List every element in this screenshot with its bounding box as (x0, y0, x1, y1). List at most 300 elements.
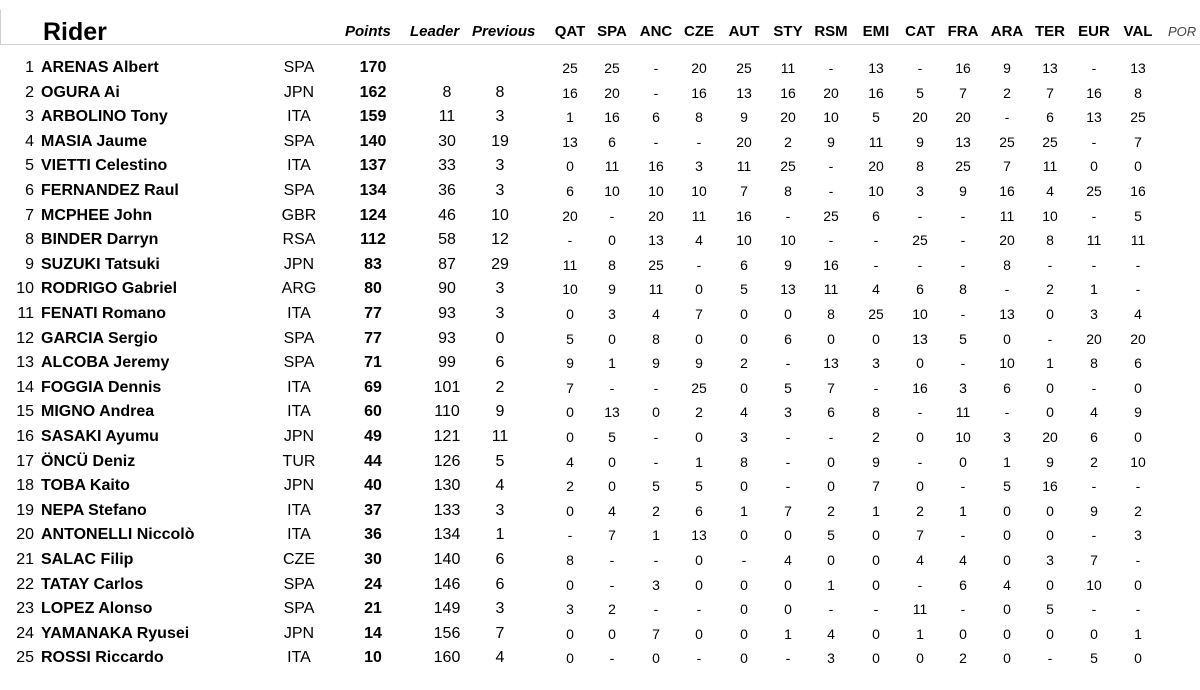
race-points-cell: 2 (1134, 502, 1142, 519)
race-points-cell: 0 (916, 650, 924, 667)
race-points-cell: 13 (999, 306, 1015, 322)
race-points-cell: 16 (999, 183, 1015, 199)
race-points-cell: - (960, 256, 966, 273)
race-points-cell: 0 (740, 478, 748, 495)
race-points-cell: - (1091, 601, 1097, 618)
race-points-cell: 20 (823, 84, 839, 101)
race-points-cell: 1 (1090, 281, 1098, 298)
race-points-cell: 20 (604, 84, 620, 101)
race-points-cell: 9 (652, 355, 660, 372)
position-cell: 16 (16, 428, 34, 445)
points-cell: 80 (364, 280, 382, 298)
nation-cell: SPA (283, 182, 315, 199)
position-cell: 17 (16, 452, 34, 470)
race-points-cell: 0 (1046, 379, 1054, 396)
race-points-cell: 9 (872, 453, 880, 470)
race-points-cell: 5 (652, 478, 660, 495)
race-points-cell: 0 (740, 625, 748, 642)
race-points-cell: 13 (868, 60, 884, 76)
race-points-cell: 1 (695, 453, 703, 470)
race-points-cell: 5 (784, 379, 792, 396)
race-points-cell: 0 (652, 650, 660, 667)
rider-name-cell: TATAY Carlos (41, 575, 144, 593)
race-points-cell: 0 (784, 601, 792, 618)
race-points-cell: - (1047, 330, 1053, 347)
race-points-cell: 0 (872, 330, 880, 347)
race-points-cell: 13 (1130, 60, 1146, 76)
race-points-cell: - (609, 379, 615, 396)
race-points-cell: 13 (955, 133, 971, 150)
race-header-aut: AUT (728, 23, 760, 40)
previous-header: Previous (472, 23, 536, 40)
race-points-cell: 20 (1086, 330, 1102, 347)
race-points-cell: 2 (784, 133, 792, 150)
race-points-cell: 3 (872, 355, 880, 372)
leader-gap-cell: 156 (433, 624, 461, 642)
race-points-cell: - (960, 232, 966, 249)
race-points-cell: - (873, 256, 879, 273)
leader-gap-cell: 90 (438, 280, 456, 298)
rider-name-cell: ARBOLINO Tony (41, 108, 168, 126)
race-points-cell: 5 (740, 281, 748, 298)
race-points-cell: 11 (1130, 232, 1146, 249)
points-cell: 36 (364, 526, 382, 544)
race-points-cell: 10 (780, 232, 796, 249)
race-points-cell: 7 (652, 625, 660, 642)
race-points-cell: 1 (652, 527, 660, 544)
race-points-cell: 20 (691, 60, 707, 76)
race-points-cell: 25 (868, 306, 884, 322)
race-points-cell: 25 (955, 158, 971, 175)
race-points-cell: 0 (740, 379, 748, 396)
race-points-cell: 5 (916, 84, 924, 101)
race-points-cell: 4 (916, 552, 924, 568)
points-cell: 21 (364, 600, 382, 618)
race-points-cell: 2 (566, 478, 574, 495)
nation-cell: SPA (283, 575, 315, 593)
race-points-cell: - (828, 158, 834, 175)
race-points-cell: 0 (827, 330, 835, 347)
race-points-cell: 20 (955, 109, 971, 126)
race-points-cell: 10 (562, 281, 578, 298)
leader-gap-cell: 140 (433, 551, 461, 568)
race-points-cell: 6 (695, 502, 703, 519)
race-points-cell: 4 (959, 552, 967, 568)
race-points-cell: 16 (912, 379, 928, 396)
race-points-cell: 7 (1090, 552, 1098, 568)
race-points-cell: 6 (652, 109, 660, 126)
race-points-cell: - (960, 478, 966, 495)
race-points-cell: 0 (695, 625, 703, 642)
race-points-cell: 0 (1003, 552, 1011, 568)
race-points-cell: - (1091, 60, 1097, 76)
race-points-cell: 2 (1090, 453, 1098, 470)
race-points-cell: 0 (916, 429, 924, 445)
race-points-cell: 25 (691, 379, 707, 396)
race-points-cell: 11 (736, 158, 752, 175)
nation-cell: ITA (287, 501, 311, 519)
race-points-cell: - (1091, 256, 1097, 273)
race-points-cell: 1 (827, 576, 835, 593)
race-points-cell: 5 (608, 429, 616, 445)
leader-gap-cell: 110 (434, 403, 460, 421)
position-cell: 24 (16, 624, 34, 642)
race-points-cell: 20 (562, 207, 578, 224)
race-points-cell: - (653, 133, 659, 150)
rider-name-cell: MASIA Jaume (41, 132, 148, 150)
nation-cell: JPN (283, 255, 315, 273)
position-cell: 19 (16, 501, 34, 519)
points-cell: 40 (364, 477, 382, 495)
previous-gap-cell: 1 (495, 526, 505, 544)
race-points-cell: 0 (740, 601, 748, 618)
race-points-cell: 2 (740, 355, 748, 372)
race-points-cell: 16 (1042, 478, 1058, 495)
nation-cell: SPA (283, 132, 315, 150)
race-points-cell: 25 (648, 256, 664, 273)
race-points-cell: 0 (1046, 502, 1054, 519)
position-cell: 14 (16, 378, 34, 396)
race-points-cell: - (609, 207, 615, 224)
leader-gap-cell: 99 (438, 354, 456, 372)
points-cell: 30 (364, 551, 382, 568)
race-points-cell: 11 (1086, 232, 1102, 249)
race-points-cell: - (785, 429, 791, 445)
race-points-cell: - (785, 207, 791, 224)
leader-gap-cell: 160 (433, 649, 461, 667)
rider-name-cell: FERNANDEZ Raul (41, 182, 179, 199)
race-points-cell: 6 (566, 183, 574, 199)
race-points-cell: 0 (784, 576, 792, 593)
race-points-cell: 0 (1134, 576, 1142, 593)
race-points-cell: 0 (608, 478, 616, 495)
race-points-cell: 20 (1042, 429, 1058, 445)
race-points-cell: 13 (780, 281, 796, 298)
race-points-cell: - (1091, 478, 1097, 495)
rider-name-cell: RODRIGO Gabriel (41, 280, 178, 298)
position-cell: 9 (25, 255, 34, 273)
race-points-cell: 6 (872, 207, 880, 224)
leader-gap-cell: 87 (438, 255, 456, 273)
race-points-cell: 4 (1090, 404, 1098, 421)
race-points-cell: 25 (1042, 133, 1058, 150)
points-cell: 159 (359, 108, 387, 126)
race-points-cell: 2 (695, 404, 703, 421)
previous-gap-cell: 4 (495, 649, 505, 667)
nation-cell: ARG (281, 280, 317, 298)
nation-cell: RSA (282, 231, 316, 249)
race-header-qat: QAT (554, 23, 586, 40)
points-cell: 124 (359, 206, 387, 224)
race-points-cell: 16 (955, 60, 971, 76)
race-header-emi: EMI (862, 23, 890, 40)
race-points-cell: 4 (566, 453, 574, 470)
race-points-cell: 1 (916, 625, 924, 642)
race-points-cell: - (696, 133, 702, 150)
race-points-cell: 9 (1046, 453, 1054, 470)
race-points-cell: 11 (1042, 158, 1058, 175)
race-points-cell: 1 (1003, 453, 1011, 470)
race-points-cell: 3 (1046, 552, 1054, 568)
race-points-cell: 0 (695, 552, 703, 568)
race-points-cell: 7 (740, 183, 748, 199)
race-points-cell: 7 (1046, 84, 1054, 101)
race-points-cell: - (828, 60, 834, 76)
race-header-spa: SPA (597, 23, 627, 40)
rider-name-cell: OGURA Ai (41, 83, 120, 101)
race-points-cell: 0 (740, 527, 748, 544)
race-points-cell: 20 (648, 207, 664, 224)
race-points-cell: 20 (912, 109, 928, 126)
race-points-cell: 1 (566, 109, 574, 126)
race-points-cell: - (1135, 478, 1141, 495)
previous-gap-cell: 4 (495, 477, 505, 495)
race-points-cell: 0 (695, 429, 703, 445)
race-points-cell: 10 (955, 429, 971, 445)
race-points-cell: - (653, 429, 659, 445)
rider-name-cell: ÖNCÜ Deniz (41, 452, 136, 470)
race-points-cell: 0 (872, 650, 880, 667)
race-header-cat: CAT (905, 23, 935, 40)
race-points-cell: 0 (740, 306, 748, 322)
leader-gap-cell: 30 (438, 132, 456, 150)
race-points-cell: 20 (1130, 330, 1146, 347)
leader-gap-cell: 126 (433, 452, 461, 470)
race-points-cell: 25 (1130, 109, 1146, 126)
race-points-cell: 3 (695, 158, 703, 175)
race-points-cell: 3 (959, 379, 967, 396)
leader-gap-cell: 36 (438, 182, 456, 199)
race-points-cell: 0 (1046, 306, 1054, 322)
race-points-cell: 6 (1134, 355, 1142, 372)
nation-cell: ITA (287, 305, 311, 322)
race-points-cell: 2 (652, 502, 660, 519)
race-header-cze: CZE (684, 23, 714, 40)
race-points-cell: - (1091, 133, 1097, 150)
leader-gap-cell: 93 (438, 305, 456, 322)
race-points-cell: 11 (955, 404, 971, 421)
race-points-cell: 25 (823, 207, 839, 224)
rider-name-cell: NEPA Stefano (41, 501, 147, 519)
points-cell: 134 (359, 182, 387, 199)
race-points-cell: 25 (736, 60, 752, 76)
race-points-cell: - (873, 232, 879, 249)
position-cell: 4 (25, 132, 34, 150)
race-points-cell: 5 (1134, 207, 1142, 224)
race-points-cell: 10 (868, 183, 884, 199)
position-cell: 10 (16, 280, 34, 298)
race-points-cell: 25 (562, 60, 578, 76)
race-points-cell: 9 (1003, 60, 1011, 76)
race-points-cell: - (1135, 601, 1141, 618)
leader-gap-cell: 8 (442, 83, 452, 101)
header-left-rule (0, 10, 1, 44)
rider-name-cell: YAMANAKA Ryusei (41, 624, 190, 642)
race-points-cell: 8 (784, 183, 792, 199)
race-points-cell: 3 (784, 404, 792, 421)
race-points-cell: 3 (1090, 306, 1098, 322)
points-cell: 140 (359, 132, 387, 150)
previous-gap-cell: 7 (495, 624, 505, 642)
race-points-cell: 5 (959, 330, 967, 347)
previous-gap-cell: 6 (495, 575, 505, 593)
race-points-cell: 11 (912, 601, 928, 618)
position-cell: 22 (16, 575, 34, 593)
race-points-cell: 0 (1003, 502, 1011, 519)
race-points-cell: 8 (1090, 355, 1098, 372)
race-points-cell: 0 (652, 404, 660, 421)
race-points-cell: 0 (566, 306, 574, 322)
race-points-cell: 0 (827, 552, 835, 568)
race-points-cell: - (567, 232, 573, 249)
race-points-cell: 0 (784, 306, 792, 322)
race-points-cell: 13 (736, 84, 752, 101)
nation-cell: SPA (283, 329, 315, 347)
race-points-cell: - (653, 60, 659, 76)
position-cell: 25 (16, 649, 34, 667)
race-points-cell: - (1091, 527, 1097, 544)
race-points-cell: 1 (959, 502, 967, 519)
leader-gap-cell: 11 (438, 108, 456, 126)
race-points-cell: 9 (959, 183, 967, 199)
race-points-cell: 1 (1134, 625, 1142, 642)
race-points-cell: 0 (1090, 158, 1098, 175)
race-points-cell: - (917, 453, 923, 470)
previous-gap-cell: 3 (495, 280, 505, 298)
race-points-cell: 0 (566, 502, 574, 519)
race-points-cell: 0 (1046, 576, 1054, 593)
nation-cell: ITA (287, 403, 311, 421)
race-points-cell: 9 (740, 109, 748, 126)
race-points-cell: 4 (1003, 576, 1011, 593)
race-points-cell: 5 (566, 330, 574, 347)
race-points-cell: 3 (652, 576, 660, 593)
race-points-cell: 7 (695, 306, 703, 322)
race-points-cell: 3 (566, 601, 574, 618)
rider-name-cell: SUZUKI Tatsuki (41, 255, 160, 273)
position-cell: 1 (25, 59, 34, 76)
nation-cell: ITA (287, 157, 311, 175)
race-points-cell: 0 (1003, 330, 1011, 347)
race-points-cell: 6 (740, 256, 748, 273)
previous-gap-cell: 0 (495, 329, 505, 347)
race-points-cell: 10 (736, 232, 752, 249)
race-points-cell: 6 (916, 281, 924, 298)
race-points-cell: 0 (872, 552, 880, 568)
race-points-cell: 25 (604, 60, 620, 76)
race-header-val: VAL (1123, 23, 1153, 40)
race-points-cell: - (785, 650, 791, 667)
race-header-rsm: RSM (814, 23, 848, 40)
position-cell: 15 (16, 403, 34, 421)
race-points-cell: 4 (652, 306, 660, 322)
race-points-cell: - (960, 207, 966, 224)
race-points-cell: 7 (566, 379, 574, 396)
nation-cell: SPA (283, 600, 315, 618)
race-points-cell: 0 (1003, 601, 1011, 618)
race-points-cell: - (785, 355, 791, 372)
race-points-cell: 8 (1003, 256, 1011, 273)
race-points-cell: 0 (740, 576, 748, 593)
race-points-cell: 3 (608, 306, 616, 322)
previous-gap-cell: 19 (491, 132, 509, 150)
race-points-cell: 7 (959, 84, 967, 101)
race-points-cell: - (653, 379, 659, 396)
race-points-cell: 0 (827, 478, 835, 495)
race-points-cell: 16 (562, 84, 578, 101)
race-points-cell: 7 (916, 527, 924, 544)
points-cell: 83 (364, 255, 382, 273)
rider-name-cell: MCPHEE John (41, 206, 153, 224)
race-points-cell: 10 (1130, 453, 1146, 470)
leader-header: Leader (410, 23, 460, 40)
race-points-cell: 6 (784, 330, 792, 347)
race-points-cell: - (828, 232, 834, 249)
points-cell: 77 (364, 305, 382, 322)
race-points-cell: 6 (1003, 379, 1011, 396)
race-points-cell: 5 (827, 527, 835, 544)
race-points-cell: 0 (608, 330, 616, 347)
race-points-cell: 4 (608, 502, 616, 519)
race-points-cell: 5 (1046, 601, 1054, 618)
race-points-cell: 0 (608, 625, 616, 642)
rider-name-cell: ANTONELLI Niccolò (41, 526, 195, 544)
race-points-cell: 8 (740, 453, 748, 470)
race-points-cell: 0 (1046, 527, 1054, 544)
race-points-cell: 0 (695, 330, 703, 347)
race-points-cell: 9 (566, 355, 574, 372)
race-points-cell: - (960, 355, 966, 372)
race-points-cell: - (785, 453, 791, 470)
race-points-cell: 0 (784, 527, 792, 544)
race-points-cell: 1 (740, 502, 748, 519)
rider-name-cell: ROSSI Riccardo (41, 649, 164, 667)
race-points-cell: 2 (959, 650, 967, 667)
race-points-cell: 0 (608, 232, 616, 249)
points-cell: 44 (364, 452, 382, 470)
race-points-cell: 25 (912, 232, 928, 249)
leader-gap-cell: 130 (433, 477, 461, 495)
race-points-cell: 3 (1134, 527, 1142, 544)
race-points-cell: 0 (916, 355, 924, 372)
race-points-cell: 20 (868, 158, 884, 175)
race-points-cell: 11 (999, 207, 1015, 224)
race-header-sty: STY (773, 23, 803, 40)
race-points-cell: 0 (740, 330, 748, 347)
race-points-cell: 8 (872, 404, 880, 421)
race-points-cell: 7 (827, 379, 835, 396)
points-cell: 170 (359, 59, 387, 76)
nation-cell: CZE (283, 551, 315, 568)
race-points-cell: 0 (566, 429, 574, 445)
race-points-cell: 9 (916, 133, 924, 150)
race-points-cell: - (741, 552, 747, 568)
race-points-cell: 0 (1134, 650, 1142, 667)
rider-name-cell: VIETTI Celestino (41, 157, 168, 175)
race-points-cell: 1 (1046, 355, 1054, 372)
race-points-cell: 9 (1134, 404, 1142, 421)
race-points-cell: 0 (872, 625, 880, 642)
race-points-cell: 3 (1003, 429, 1011, 445)
race-points-cell: 3 (827, 650, 835, 667)
leader-gap-cell: 58 (438, 231, 456, 249)
race-points-cell: 4 (740, 404, 748, 421)
race-points-cell: 6 (827, 404, 835, 421)
race-points-cell: 10 (648, 183, 664, 199)
race-points-cell: 0 (1003, 527, 1011, 544)
race-points-cell: - (653, 453, 659, 470)
race-points-cell: - (960, 601, 966, 618)
